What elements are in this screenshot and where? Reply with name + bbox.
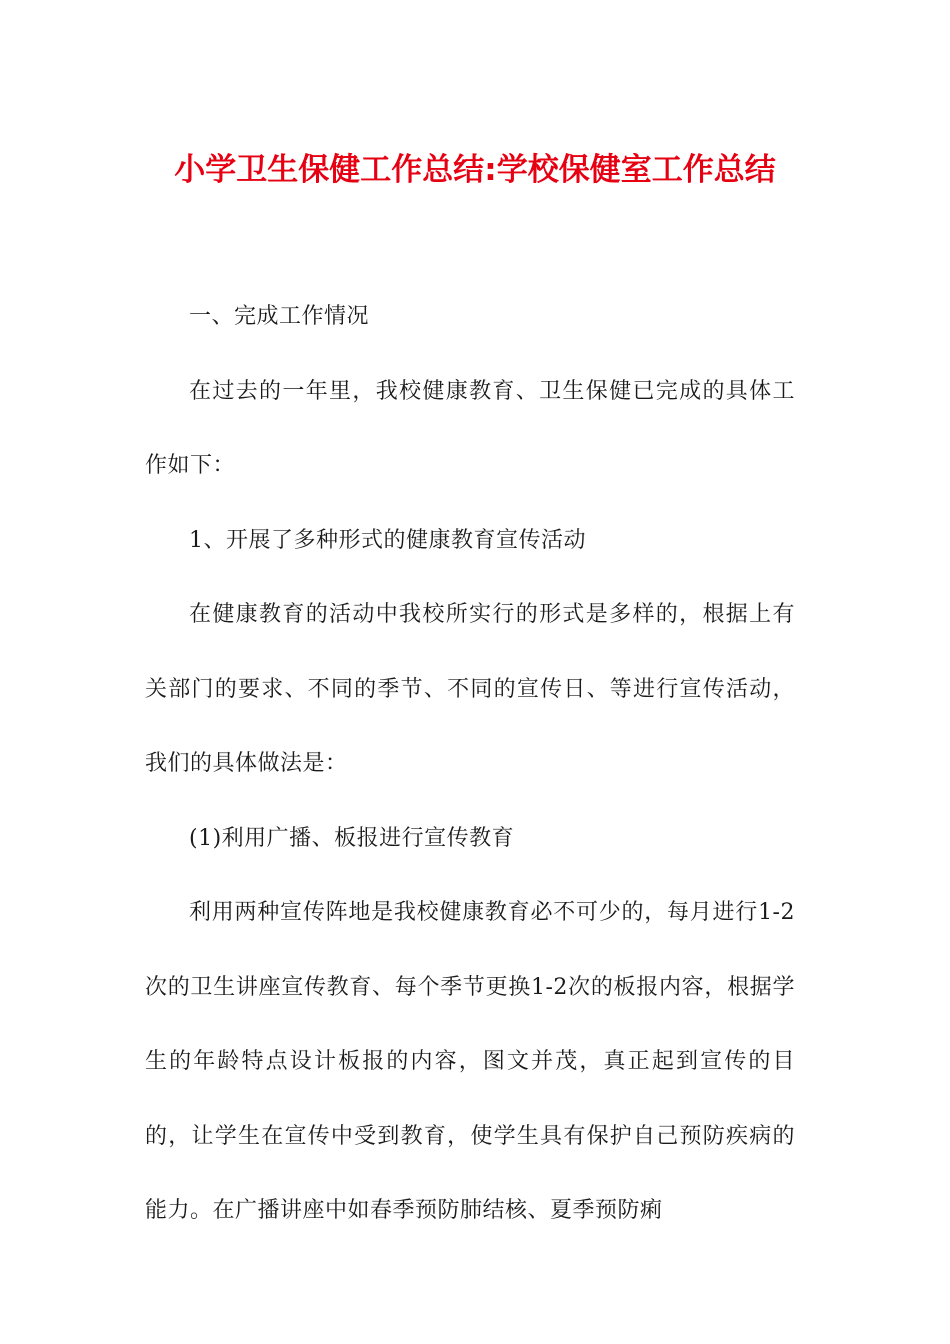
paragraph: 在健康教育的活动中我校所实行的形式是多样的，根据上有关部门的要求、不同的季节、不同的宣传日、等进行宣传活动，我们的具体做法是：	[145, 602, 795, 776]
paragraph: 在过去的一年里，我校健康教育、卫生保健已完成的具体工作如下：	[145, 378, 795, 478]
paragraph: 利用两种宣传阵地是我校健康教育必不可少的，每月进行1-2次的卫生讲座宣传教育、每个季节更换1-2次的板报内容，根据学生的年龄特点设计板报的内容，图文并茂，真正起到宣传的目的，让学生在宣传中受到教育，使学生具有保护自己预防疾病的能力。在广播讲座中如春季预防肺结核、夏季预防痢	[145, 900, 795, 1223]
document-body	[145, 280, 795, 1249]
section-heading: 一、完成工作情况	[189, 304, 370, 329]
subsection-heading: (1)利用广播、板报进行宣传教育	[189, 825, 515, 851]
document-title: 小学卫生保健工作总结:学校保健室工作总结	[174, 152, 776, 188]
subsection-heading: 1、开展了多种形式的健康教育宣传活动	[189, 527, 586, 553]
